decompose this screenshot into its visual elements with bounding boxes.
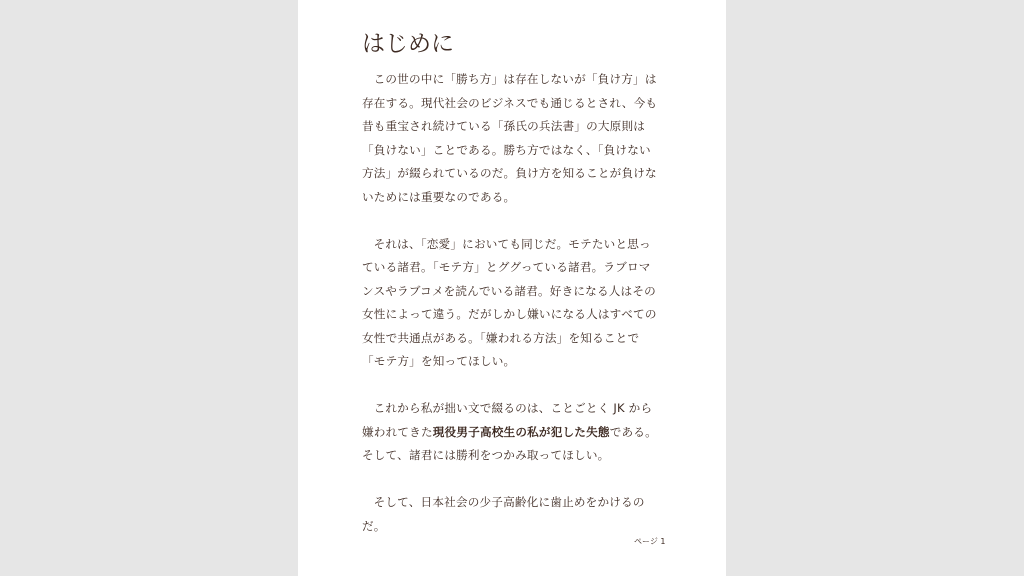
page-number: ページ 1 [634, 537, 666, 546]
paragraph-4 [362, 491, 662, 538]
page-title: はじめに [362, 31, 454, 57]
document-page [298, 0, 726, 576]
paragraph-3-text-after: である。 そして、諸君には勝利をつかみ取ってほしい。 [362, 424, 657, 462]
paragraph-1-text: この世の中に「勝ち方」は存在しないが「負け方」は存在する。現代社会のビジネスでも通じるとされ、今も昔も重宝され続けている「孫氏の兵法書」の大原則は「負けない」ことである。勝ち方ではなく、「負けない方法」が綴られているのだ。負け方を知ることが負けないためには重要なのである。 [362, 72, 658, 204]
page-content [362, 28, 662, 562]
paragraph-4-text: そして、日本社会の少子高齢化に歯止めをかけるのだ。 [362, 495, 645, 533]
paragraph-3 [362, 397, 662, 468]
paragraph-2-text: それは、「恋愛」においても同じだ。モテたいと思っている諸君。「モテ方」とググっている諸君。ラブロマンスやラブコメを読んでいる諸君。好きになる人はその女性によって違う。だがしかし嫌いになる人はすべての女性で共通点がある。「嫌われる方法」を知ることで「モテ方」を知ってほしい。 [362, 236, 657, 368]
paragraph-1 [362, 68, 662, 209]
paragraph-3-text-before: これから私が拙い文で綴るのは、ことごとく JK から嫌われてきた [362, 401, 653, 439]
paragraph-2 [362, 233, 662, 374]
paragraph-3-bold-text: 現役男子高校生の私が犯した失態 [432, 424, 610, 439]
